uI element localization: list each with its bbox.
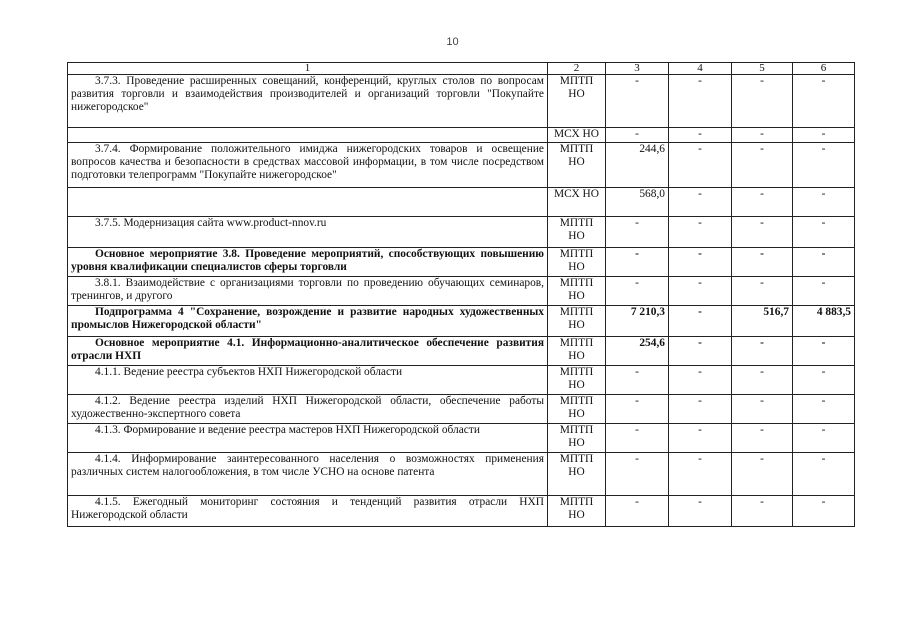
description-cell: 4.1.4. Информирование заинтересованного населения о возможностях применения различных систем налогообложения, в том числе УСНО на основе патента xyxy=(68,453,548,496)
value-cell-4: - xyxy=(669,337,732,366)
value-cell-4: - xyxy=(669,188,732,217)
table-row xyxy=(68,217,855,248)
value-cell-6: - xyxy=(793,366,855,395)
value-cell-3: - xyxy=(606,248,669,277)
header-row xyxy=(68,63,855,75)
description-cell: 4.1.2. Ведение реестра изделий НХП Нижегородской области, обеспечение работы художественно-экспертного совета xyxy=(68,395,548,424)
table-row xyxy=(68,75,855,128)
executor-cell: МПТП НО xyxy=(548,75,606,128)
table-row xyxy=(68,143,855,188)
value-cell-3: - xyxy=(606,128,669,143)
program-table xyxy=(67,62,855,527)
value-cell-6: - xyxy=(793,453,855,496)
value-cell-3: 244,6 xyxy=(606,143,669,188)
table-row xyxy=(68,424,855,453)
value-cell-4: - xyxy=(669,217,732,248)
table-row xyxy=(68,395,855,424)
value-cell-5: - xyxy=(732,128,793,143)
header-cell: 3 xyxy=(606,63,669,75)
header-cell: 5 xyxy=(732,63,793,75)
value-cell-4: - xyxy=(669,128,732,143)
value-cell-6: - xyxy=(793,337,855,366)
value-cell-5: - xyxy=(732,366,793,395)
page-number: 10 xyxy=(446,36,459,48)
description-cell xyxy=(68,128,548,143)
header-cell: 1 xyxy=(68,63,548,75)
value-cell-6: - xyxy=(793,277,855,306)
executor-cell: МПТП НО xyxy=(548,496,606,527)
value-cell-5: - xyxy=(732,395,793,424)
value-cell-4: - xyxy=(669,453,732,496)
executor-cell: МПТП НО xyxy=(548,366,606,395)
value-cell-5: 516,7 xyxy=(732,306,793,337)
description-cell xyxy=(68,188,548,217)
executor-cell: МСХ НО xyxy=(548,128,606,143)
description-cell: 3.8.1. Взаимодействие с организациями торговли по проведению обучающих семинаров, тренингов, и другого xyxy=(68,277,548,306)
executor-cell: МСХ НО xyxy=(548,188,606,217)
value-cell-5: - xyxy=(732,248,793,277)
value-cell-4: - xyxy=(669,395,732,424)
description-cell: Основное мероприятие 3.8. Проведение мероприятий, способствующих повышению уровня квалификации специалистов сферы торговли xyxy=(68,248,548,277)
value-cell-3: - xyxy=(606,395,669,424)
value-cell-5: - xyxy=(732,337,793,366)
value-cell-6: - xyxy=(793,217,855,248)
value-cell-4: - xyxy=(669,248,732,277)
value-cell-4: - xyxy=(669,143,732,188)
description-cell: 3.7.4. Формирование положительного имиджа нижегородских товаров и освещение вопросов качества и безопасности в средствах массовой информации, в том числе посредством подготовки телепрограмм "Покупайте нижегородское" xyxy=(68,143,548,188)
header-cell: 4 xyxy=(669,63,732,75)
value-cell-6: - xyxy=(793,395,855,424)
value-cell-3: 568,0 xyxy=(606,188,669,217)
value-cell-5: - xyxy=(732,188,793,217)
description-cell: 3.7.3. Проведение расширенных совещаний, конференций, круглых столов по вопросам развития торговли и взаимодействия производителей и организаций торговли "Покупайте нижегородское" xyxy=(68,75,548,128)
table-row xyxy=(68,248,855,277)
value-cell-3: - xyxy=(606,75,669,128)
value-cell-6: - xyxy=(793,143,855,188)
value-cell-5: - xyxy=(732,277,793,306)
value-cell-4: - xyxy=(669,366,732,395)
executor-cell: МПТП НО xyxy=(548,248,606,277)
value-cell-5: - xyxy=(732,424,793,453)
table-row xyxy=(68,128,855,143)
value-cell-5: - xyxy=(732,496,793,527)
executor-cell: МПТП НО xyxy=(548,395,606,424)
table-row xyxy=(68,188,855,217)
value-cell-4: - xyxy=(669,75,732,128)
value-cell-5: - xyxy=(732,75,793,128)
value-cell-3: - xyxy=(606,453,669,496)
value-cell-6: - xyxy=(793,75,855,128)
value-cell-4: - xyxy=(669,277,732,306)
value-cell-3: - xyxy=(606,366,669,395)
table-row xyxy=(68,306,855,337)
table-row xyxy=(68,453,855,496)
description-cell: Подпрограмма 4 "Сохранение, возрождение и развитие народных художественных промыслов Нижегородской области" xyxy=(68,306,548,337)
executor-cell: МПТП НО xyxy=(548,337,606,366)
value-cell-5: - xyxy=(732,143,793,188)
header-cell: 2 xyxy=(548,63,606,75)
executor-cell: МПТП НО xyxy=(548,453,606,496)
table-row xyxy=(68,366,855,395)
description-cell: 3.7.5. Модернизация сайта www.product-nnov.ru xyxy=(68,217,548,248)
value-cell-6: - xyxy=(793,424,855,453)
description-cell: 4.1.1. Ведение реестра субъектов НХП Нижегородской области xyxy=(68,366,548,395)
header-cell: 6 xyxy=(793,63,855,75)
value-cell-4: - xyxy=(669,306,732,337)
value-cell-6: - xyxy=(793,496,855,527)
executor-cell: МПТП НО xyxy=(548,277,606,306)
table-row xyxy=(68,337,855,366)
executor-cell: МПТП НО xyxy=(548,143,606,188)
value-cell-3: - xyxy=(606,496,669,527)
value-cell-3: - xyxy=(606,424,669,453)
table-row xyxy=(68,496,855,527)
value-cell-4: - xyxy=(669,424,732,453)
value-cell-6: - xyxy=(793,128,855,143)
value-cell-5: - xyxy=(732,217,793,248)
description-cell: Основное мероприятие 4.1. Информационно-аналитическое обеспечение развития отрасли НХП xyxy=(68,337,548,366)
value-cell-6: 4 883,5 xyxy=(793,306,855,337)
value-cell-5: - xyxy=(732,453,793,496)
value-cell-3: 254,6 xyxy=(606,337,669,366)
executor-cell: МПТП НО xyxy=(548,424,606,453)
value-cell-4: - xyxy=(669,496,732,527)
table-row xyxy=(68,277,855,306)
description-cell: 4.1.3. Формирование и ведение реестра мастеров НХП Нижегородской области xyxy=(68,424,548,453)
description-cell: 4.1.5. Ежегодный мониторинг состояния и тенденций развития отрасли НХП Нижегородской области xyxy=(68,496,548,527)
value-cell-3: 7 210,3 xyxy=(606,306,669,337)
value-cell-3: - xyxy=(606,217,669,248)
value-cell-6: - xyxy=(793,188,855,217)
executor-cell: МПТП НО xyxy=(548,306,606,337)
value-cell-6: - xyxy=(793,248,855,277)
value-cell-3: - xyxy=(606,277,669,306)
executor-cell: МПТП НО xyxy=(548,217,606,248)
